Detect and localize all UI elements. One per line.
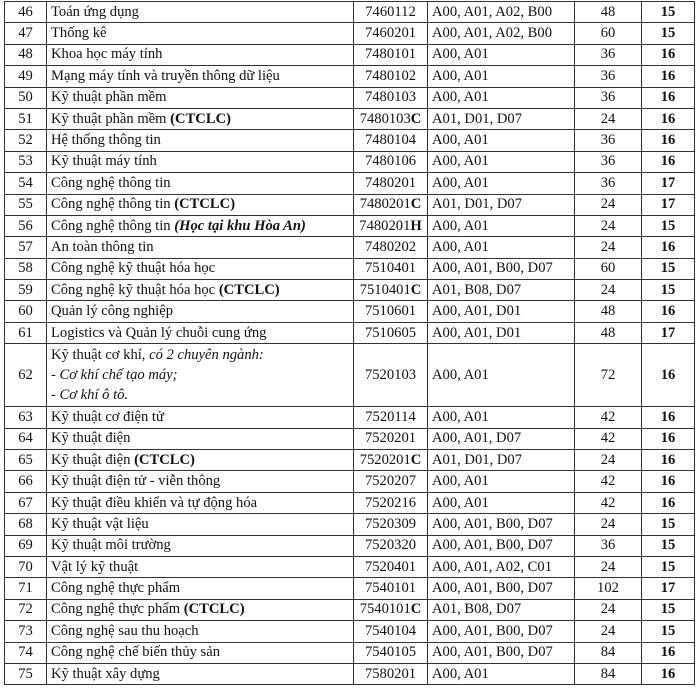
program-name-cell <box>47 492 354 513</box>
subject-combination: A00, A01 <box>428 130 575 151</box>
program-name-cell <box>47 599 354 620</box>
row-number: 50 <box>5 87 47 108</box>
program-name: Kỹ thuật máy tính <box>51 153 157 170</box>
program-name: Công nghệ thông tin <box>51 196 175 213</box>
program-name: Công nghệ thông tin <box>51 174 171 191</box>
benchmark-score: 16 <box>642 108 695 129</box>
benchmark-score: 15 <box>642 599 695 620</box>
program-code-cell <box>354 556 428 577</box>
subject-combination: A01, D01, D07 <box>428 108 575 129</box>
benchmark-score: 15 <box>642 535 695 556</box>
program-code-cell <box>354 514 428 535</box>
table-body <box>5 2 695 685</box>
benchmark-score: 16 <box>642 237 695 258</box>
table-row <box>5 23 695 44</box>
benchmark-score: 15 <box>642 280 695 301</box>
program-code-cell <box>354 322 428 343</box>
program-code: 7520201 <box>364 430 417 447</box>
quota: 24 <box>575 215 642 236</box>
program-name-cell <box>47 66 354 87</box>
quota: 36 <box>575 87 642 108</box>
table-row <box>5 344 695 407</box>
subject-combination: A00, A01, A02, B00 <box>428 2 575 23</box>
quota: 72 <box>575 344 642 407</box>
row-number: 57 <box>5 237 47 258</box>
row-number: 69 <box>5 535 47 556</box>
subject-combination: A00, A01, B00, D07 <box>428 621 575 642</box>
benchmark-score: 17 <box>642 194 695 215</box>
quota: 24 <box>575 556 642 577</box>
table-row <box>5 642 695 663</box>
benchmark-score: 15 <box>642 2 695 23</box>
program-code: 7520401 <box>364 558 417 575</box>
row-number: 64 <box>5 428 47 449</box>
quota: 60 <box>575 23 642 44</box>
quota: 24 <box>575 450 642 471</box>
row-number: 70 <box>5 556 47 577</box>
quota: 42 <box>575 471 642 492</box>
subject-combination: A01, D01, D07 <box>428 450 575 471</box>
row-number: 47 <box>5 23 47 44</box>
program-name-cell <box>47 301 354 322</box>
quota: 24 <box>575 514 642 535</box>
benchmark-score: 15 <box>642 514 695 535</box>
row-number: 52 <box>5 130 47 151</box>
quota: 24 <box>575 237 642 258</box>
program-name-cell <box>47 151 354 172</box>
program-name: An toàn thông tin <box>51 238 154 255</box>
benchmark-score: 16 <box>642 450 695 471</box>
subject-combination: A00, A01, D07 <box>428 428 575 449</box>
program-code-suffix: C <box>410 601 422 618</box>
program-name-cell <box>47 535 354 556</box>
subject-combination: A00, A01, A02, C01 <box>428 556 575 577</box>
benchmark-score: 16 <box>642 130 695 151</box>
program-name-cell <box>47 344 354 407</box>
program-code-cell <box>354 87 428 108</box>
quota: 24 <box>575 280 642 301</box>
program-code: 7480101 <box>364 46 417 63</box>
row-number: 55 <box>5 194 47 215</box>
program-name-cell <box>47 322 354 343</box>
quota: 36 <box>575 66 642 87</box>
table-row <box>5 258 695 279</box>
program-code-cell <box>354 66 428 87</box>
program-name: Kỹ thuật điện <box>51 451 135 468</box>
benchmark-score: 17 <box>642 173 695 194</box>
table-row <box>5 407 695 428</box>
program-code-cell <box>354 280 428 301</box>
quota: 48 <box>575 301 642 322</box>
subject-combination: A00, A01, B00, D07 <box>428 258 575 279</box>
program-code-cell <box>354 237 428 258</box>
program-code: 7480201 <box>359 196 411 213</box>
quota: 48 <box>575 2 642 23</box>
program-code: 7540105 <box>364 644 417 661</box>
row-number: 65 <box>5 450 47 471</box>
row-number: 66 <box>5 471 47 492</box>
program-code: 7520216 <box>364 494 417 511</box>
subject-combination: A01, B08, D07 <box>428 599 575 620</box>
row-number: 62 <box>5 344 47 407</box>
row-number: 56 <box>5 215 47 236</box>
program-code-cell <box>354 428 428 449</box>
quota: 36 <box>575 535 642 556</box>
program-code-cell <box>354 173 428 194</box>
program-name: Kỹ thuật điện tử - viễn thông <box>51 473 221 490</box>
program-code-cell <box>354 492 428 513</box>
table-row <box>5 556 695 577</box>
table-row <box>5 108 695 129</box>
program-name: Khoa học máy tính <box>51 46 163 63</box>
table-row <box>5 215 695 236</box>
program-name: Công nghệ kỹ thuật hóa học <box>51 281 219 298</box>
program-code: 7520320 <box>364 537 417 554</box>
program-name: Kỹ thuật môi trường <box>51 537 171 554</box>
benchmark-score: 16 <box>642 301 695 322</box>
program-name-cell <box>47 450 354 471</box>
program-code: 7480103 <box>359 110 411 127</box>
table-row <box>5 535 695 556</box>
table-row <box>5 173 695 194</box>
program-code: 7510401 <box>359 281 411 298</box>
benchmark-score: 16 <box>642 428 695 449</box>
benchmark-score: 16 <box>642 87 695 108</box>
row-number: 72 <box>5 599 47 620</box>
benchmark-score: 16 <box>642 151 695 172</box>
program-name-cell <box>47 23 354 44</box>
table-row <box>5 301 695 322</box>
program-code-cell <box>354 344 428 407</box>
program-code-cell <box>354 151 428 172</box>
table-row <box>5 194 695 215</box>
table-row <box>5 66 695 87</box>
program-code-cell <box>354 621 428 642</box>
table-row <box>5 280 695 301</box>
program-code-cell <box>354 450 428 471</box>
program-code: 7510401 <box>364 260 417 277</box>
table-row <box>5 87 695 108</box>
quota: 42 <box>575 428 642 449</box>
program-code-cell <box>354 215 428 236</box>
subject-combination: A00, A01, D01 <box>428 301 575 322</box>
program-name-cell <box>47 237 354 258</box>
program-code-cell <box>354 407 428 428</box>
program-code: 7520207 <box>364 473 417 490</box>
program-tag: (CTCLC) <box>218 281 280 298</box>
quota: 36 <box>575 130 642 151</box>
row-number: 51 <box>5 108 47 129</box>
row-number: 61 <box>5 322 47 343</box>
quota: 36 <box>575 151 642 172</box>
row-number: 58 <box>5 258 47 279</box>
program-name-cell <box>47 130 354 151</box>
program-name: Toán ứng dụng <box>51 3 139 20</box>
program-code: 7510601 <box>364 303 417 320</box>
row-number: 75 <box>5 663 47 684</box>
program-code: 7480106 <box>364 153 417 170</box>
program-name: Kỹ thuật xây dựng <box>51 665 160 682</box>
subject-combination: A00, A01, B00, D07 <box>428 642 575 663</box>
program-name-cell <box>47 514 354 535</box>
table-row <box>5 514 695 535</box>
subject-combination: A00, A01 <box>428 151 575 172</box>
program-name-cell <box>47 471 354 492</box>
row-number: 74 <box>5 642 47 663</box>
program-name: Thống kê <box>51 25 107 42</box>
program-name: Công nghệ sau thu hoạch <box>51 622 199 639</box>
subject-combination: A01, D01, D07 <box>428 194 575 215</box>
benchmark-score: 15 <box>642 215 695 236</box>
program-name-cell <box>47 173 354 194</box>
table-row <box>5 237 695 258</box>
program-code-cell <box>354 663 428 684</box>
program-code: 7460112 <box>365 3 416 20</box>
subject-combination: A00, A01 <box>428 492 575 513</box>
program-name-cell <box>47 280 354 301</box>
benchmark-score: 15 <box>642 23 695 44</box>
subject-combination: A00, A01 <box>428 44 575 65</box>
program-name: Công nghệ thực phẩm <box>51 580 181 597</box>
program-campus-note: (Học tại khu Hòa An) <box>174 217 306 234</box>
quota: 48 <box>575 322 642 343</box>
program-name: Quản lý công nghiệp <box>51 303 173 320</box>
table-row <box>5 322 695 343</box>
program-name-cell <box>47 258 354 279</box>
row-number: 49 <box>5 66 47 87</box>
quota: 60 <box>575 258 642 279</box>
program-code: 7510605 <box>364 324 417 341</box>
program-name: Mạng máy tính và truyền thông dữ liệu <box>51 67 280 84</box>
subject-combination: A00, A01 <box>428 237 575 258</box>
table-row <box>5 599 695 620</box>
program-code-suffix: H <box>410 217 422 234</box>
program-name: Kỹ thuật phần mềm <box>51 89 167 106</box>
quota: 84 <box>575 663 642 684</box>
program-name: Hệ thống thông tin <box>51 132 161 149</box>
quota: 24 <box>575 599 642 620</box>
table-row <box>5 44 695 65</box>
program-code-cell <box>354 194 428 215</box>
program-code-suffix: C <box>410 281 422 298</box>
benchmark-score: 15 <box>642 556 695 577</box>
table-row <box>5 2 695 23</box>
program-name-cell <box>47 578 354 599</box>
quota: 42 <box>575 407 642 428</box>
quota: 102 <box>575 578 642 599</box>
subject-combination: A00, A01, A02, B00 <box>428 23 575 44</box>
program-tag: (CTCLC) <box>134 451 195 468</box>
table-row <box>5 621 695 642</box>
subject-combination: A01, B08, D07 <box>428 280 575 301</box>
program-code: 7540101 <box>364 580 417 597</box>
program-code: 7520114 <box>365 408 416 425</box>
program-code: 7460201 <box>364 25 417 42</box>
program-code: 7520309 <box>364 515 417 532</box>
benchmark-score: 16 <box>642 471 695 492</box>
row-number: 46 <box>5 2 47 23</box>
program-name: Kỹ thuật cơ khí, <box>51 347 150 364</box>
table-row <box>5 130 695 151</box>
program-name-cell <box>47 407 354 428</box>
program-name-cell <box>47 194 354 215</box>
subject-combination: A00, A01 <box>428 215 575 236</box>
benchmark-score: 16 <box>642 642 695 663</box>
benchmark-score: 16 <box>642 407 695 428</box>
subject-combination: A00, A01 <box>428 663 575 684</box>
row-number: 73 <box>5 621 47 642</box>
benchmark-score: 17 <box>642 578 695 599</box>
program-name: Kỹ thuật phần mềm <box>51 110 171 127</box>
table-row <box>5 428 695 449</box>
program-code: 7480201 <box>359 217 411 234</box>
program-code-cell <box>354 471 428 492</box>
program-name: Kỹ thuật vật liệu <box>51 515 149 532</box>
program-name: Công nghệ chế biến thủy sản <box>51 644 221 661</box>
subject-combination: A00, A01 <box>428 66 575 87</box>
row-number: 63 <box>5 407 47 428</box>
row-number: 68 <box>5 514 47 535</box>
program-code-cell <box>354 578 428 599</box>
subject-combination: A00, A01 <box>428 87 575 108</box>
row-number: 60 <box>5 301 47 322</box>
program-code-cell <box>354 301 428 322</box>
row-number: 59 <box>5 280 47 301</box>
program-code: 7480201 <box>364 174 417 191</box>
program-note: có 2 chuyên ngành: <box>149 347 264 364</box>
row-number: 54 <box>5 173 47 194</box>
program-code-cell <box>354 44 428 65</box>
program-name: Công nghệ kỹ thuật hóa học <box>51 260 216 277</box>
program-code-suffix: C <box>410 451 422 468</box>
benchmark-score: 16 <box>642 344 695 407</box>
program-code: 7520201 <box>359 451 411 468</box>
program-name-cell <box>47 428 354 449</box>
program-name: Kỹ thuật điều khiển và tự động hóa <box>51 494 258 511</box>
subject-combination: A00, A01, B00, D07 <box>428 514 575 535</box>
subject-combination: A00, A01 <box>428 173 575 194</box>
program-code: 7480104 <box>364 132 417 149</box>
subject-combination: A00, A01 <box>428 344 575 407</box>
program-name-cell <box>47 621 354 642</box>
benchmark-score: 16 <box>642 663 695 684</box>
row-number: 53 <box>5 151 47 172</box>
subject-combination: A00, A01, B00, D07 <box>428 578 575 599</box>
specialization-item: - Cơ khí chế tạo máy; <box>51 367 178 384</box>
program-name: Kỹ thuật điện <box>51 430 131 447</box>
quota: 36 <box>575 44 642 65</box>
program-name: Công nghệ thông tin <box>51 217 175 234</box>
program-code-cell <box>354 535 428 556</box>
row-number: 48 <box>5 44 47 65</box>
program-tag: (CTCLC) <box>174 196 236 213</box>
program-name: Kỹ thuật cơ điện tử <box>51 408 164 425</box>
program-code-cell <box>354 258 428 279</box>
row-number: 67 <box>5 492 47 513</box>
program-code: 7480102 <box>364 67 417 84</box>
program-name-cell <box>47 215 354 236</box>
table-row <box>5 578 695 599</box>
program-code-cell <box>354 599 428 620</box>
program-tag: (CTCLC) <box>183 601 245 618</box>
quota: 24 <box>575 621 642 642</box>
row-number: 71 <box>5 578 47 599</box>
subject-combination: A00, A01, B00, D07 <box>428 535 575 556</box>
specialization-item: - Cơ khí ô tô. <box>51 387 129 404</box>
program-code-cell <box>354 2 428 23</box>
quota: 42 <box>575 492 642 513</box>
program-name-cell <box>47 44 354 65</box>
program-name-cell <box>47 556 354 577</box>
program-code-suffix: C <box>410 196 422 213</box>
benchmark-score: 16 <box>642 66 695 87</box>
quota: 24 <box>575 108 642 129</box>
benchmark-score: 16 <box>642 44 695 65</box>
program-code-cell <box>354 130 428 151</box>
benchmark-score: 15 <box>642 258 695 279</box>
subject-combination: A00, A01 <box>428 407 575 428</box>
program-code: 7540104 <box>364 622 417 639</box>
program-name-cell <box>47 663 354 684</box>
program-code-suffix: C <box>410 110 422 127</box>
quota: 36 <box>575 173 642 194</box>
program-code: 7480103 <box>364 89 417 106</box>
program-tag: (CTCLC) <box>170 110 231 127</box>
program-name-cell <box>47 87 354 108</box>
program-code-cell <box>354 642 428 663</box>
program-name: Công nghệ thực phẩm <box>51 601 184 618</box>
program-name-cell <box>47 108 354 129</box>
subject-combination: A00, A01, D01 <box>428 322 575 343</box>
table-row <box>5 663 695 684</box>
program-code: 7520103 <box>364 367 417 384</box>
benchmark-score: 17 <box>642 322 695 343</box>
program-code: 7540101 <box>359 601 411 618</box>
table-row <box>5 471 695 492</box>
program-code-cell <box>354 23 428 44</box>
program-name-cell <box>47 642 354 663</box>
program-code: 7580201 <box>364 665 417 682</box>
benchmark-score: 16 <box>642 492 695 513</box>
program-code: 7480202 <box>364 238 417 255</box>
program-name: Logistics và Quản lý chuỗi cung ứng <box>51 324 267 341</box>
table-row <box>5 151 695 172</box>
program-name-cell <box>47 2 354 23</box>
quota: 84 <box>575 642 642 663</box>
admission-score-table <box>4 1 695 685</box>
table-row <box>5 492 695 513</box>
quota: 24 <box>575 194 642 215</box>
subject-combination: A00, A01 <box>428 471 575 492</box>
program-code-cell <box>354 108 428 129</box>
program-name: Vật lý kỹ thuật <box>51 558 139 575</box>
table-row <box>5 450 695 471</box>
benchmark-score: 15 <box>642 621 695 642</box>
